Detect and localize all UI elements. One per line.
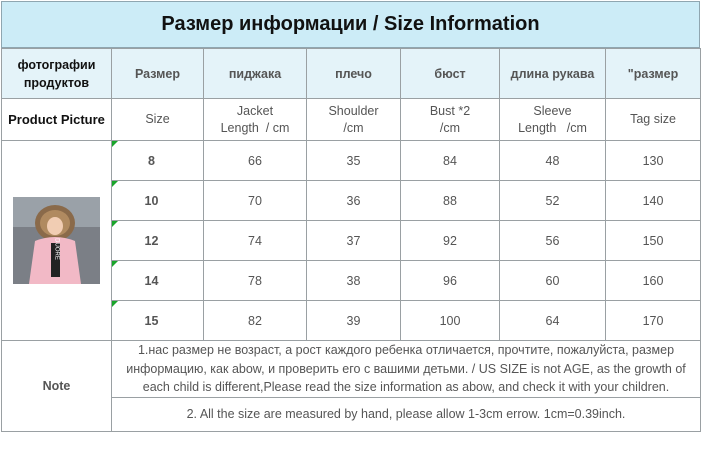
jacket-value: 82: [204, 301, 307, 341]
corner-marker: [112, 301, 118, 307]
bust-value: 92: [401, 221, 500, 261]
header-ru-tag: "размер: [606, 49, 701, 99]
note-row: [2, 341, 701, 398]
size-value: 15: [112, 301, 204, 341]
size-table: [1, 48, 701, 432]
header-ru-photo: фотографии продуктов: [2, 49, 112, 99]
sleeve-value: 48: [500, 141, 606, 181]
bust-value: 84: [401, 141, 500, 181]
header-ru-jacket: пиджака: [204, 49, 307, 99]
header-sleeve: [500, 99, 606, 141]
note-text-1: 1.нас размер не возраст, а рост каждого ребенка отличается, прочтите, пожалуйста, размер информацию, как abow, и проверить его с вашими детьми. / US SIZE is not AGE, as the growth of each child is different,Please read the size information as abow, and check it with your children.: [112, 341, 701, 398]
svg-text:DUORE: DUORE: [53, 238, 60, 260]
corner-marker: [112, 261, 118, 267]
sleeve-value: 56: [500, 221, 606, 261]
header-sleeve-line1: Sleeve: [533, 103, 572, 118]
table-row: [2, 141, 701, 181]
sleeve-value: 60: [500, 261, 606, 301]
shoulder-value: 38: [307, 261, 401, 301]
size-value: 8: [112, 141, 204, 181]
bust-value: 88: [401, 181, 500, 221]
note-text-2: 2. All the size are measured by hand, please allow 1-3cm errow. 1cm=0.39inch.: [112, 397, 701, 431]
product-photo: [13, 197, 100, 284]
size-value: 14: [112, 261, 204, 301]
header-product-picture: Product Picture: [2, 99, 112, 141]
header-tag-size: Tag size: [606, 99, 701, 141]
shoulder-value: 39: [307, 301, 401, 341]
bust-value: 100: [401, 301, 500, 341]
tag-value: 130: [606, 141, 701, 181]
header-row-russian: [2, 49, 701, 99]
header-size: Size: [112, 99, 204, 141]
shoulder-value: 37: [307, 221, 401, 261]
header-jacket-line2: Length / cm: [220, 120, 290, 135]
header-ru-bust: бюст: [401, 49, 500, 99]
header-ru-size: Размер: [112, 49, 204, 99]
tag-value: 170: [606, 301, 701, 341]
jacket-value: 78: [204, 261, 307, 301]
corner-marker: [112, 141, 118, 147]
header-ru-sleeve: длина рукава: [500, 49, 606, 99]
jacket-value: 74: [204, 221, 307, 261]
size-value: 12: [112, 221, 204, 261]
header-jacket: [204, 99, 307, 141]
header-row-english: [2, 99, 701, 141]
shoulder-value: 35: [307, 141, 401, 181]
size-value: 10: [112, 181, 204, 221]
header-bust-line1: Bust *2: [429, 103, 471, 118]
corner-marker: [112, 221, 118, 227]
tag-value: 160: [606, 261, 701, 301]
header-shoulder-line1: Shoulder: [328, 103, 379, 118]
header-bust-line2: /cm: [439, 120, 461, 135]
chart-title: Размер информации / Size Information: [1, 1, 700, 48]
bust-value: 96: [401, 261, 500, 301]
header-jacket-line1: Jacket: [236, 103, 274, 118]
header-sleeve-line2: Length /cm: [518, 120, 587, 135]
header-shoulder: [307, 99, 401, 141]
header-bust: [401, 99, 500, 141]
jacket-value: 66: [204, 141, 307, 181]
header-shoulder-line2: /cm: [343, 120, 364, 135]
tag-value: 150: [606, 221, 701, 261]
jacket-value: 70: [204, 181, 307, 221]
sleeve-value: 52: [500, 181, 606, 221]
header-ru-shoulder: плечо: [307, 49, 401, 99]
product-photo-cell: [2, 141, 112, 341]
product-photo-image: [13, 197, 100, 284]
note-label: Note: [2, 341, 112, 432]
shoulder-value: 36: [307, 181, 401, 221]
corner-marker: [112, 181, 118, 187]
sleeve-value: 64: [500, 301, 606, 341]
tag-value: 140: [606, 181, 701, 221]
